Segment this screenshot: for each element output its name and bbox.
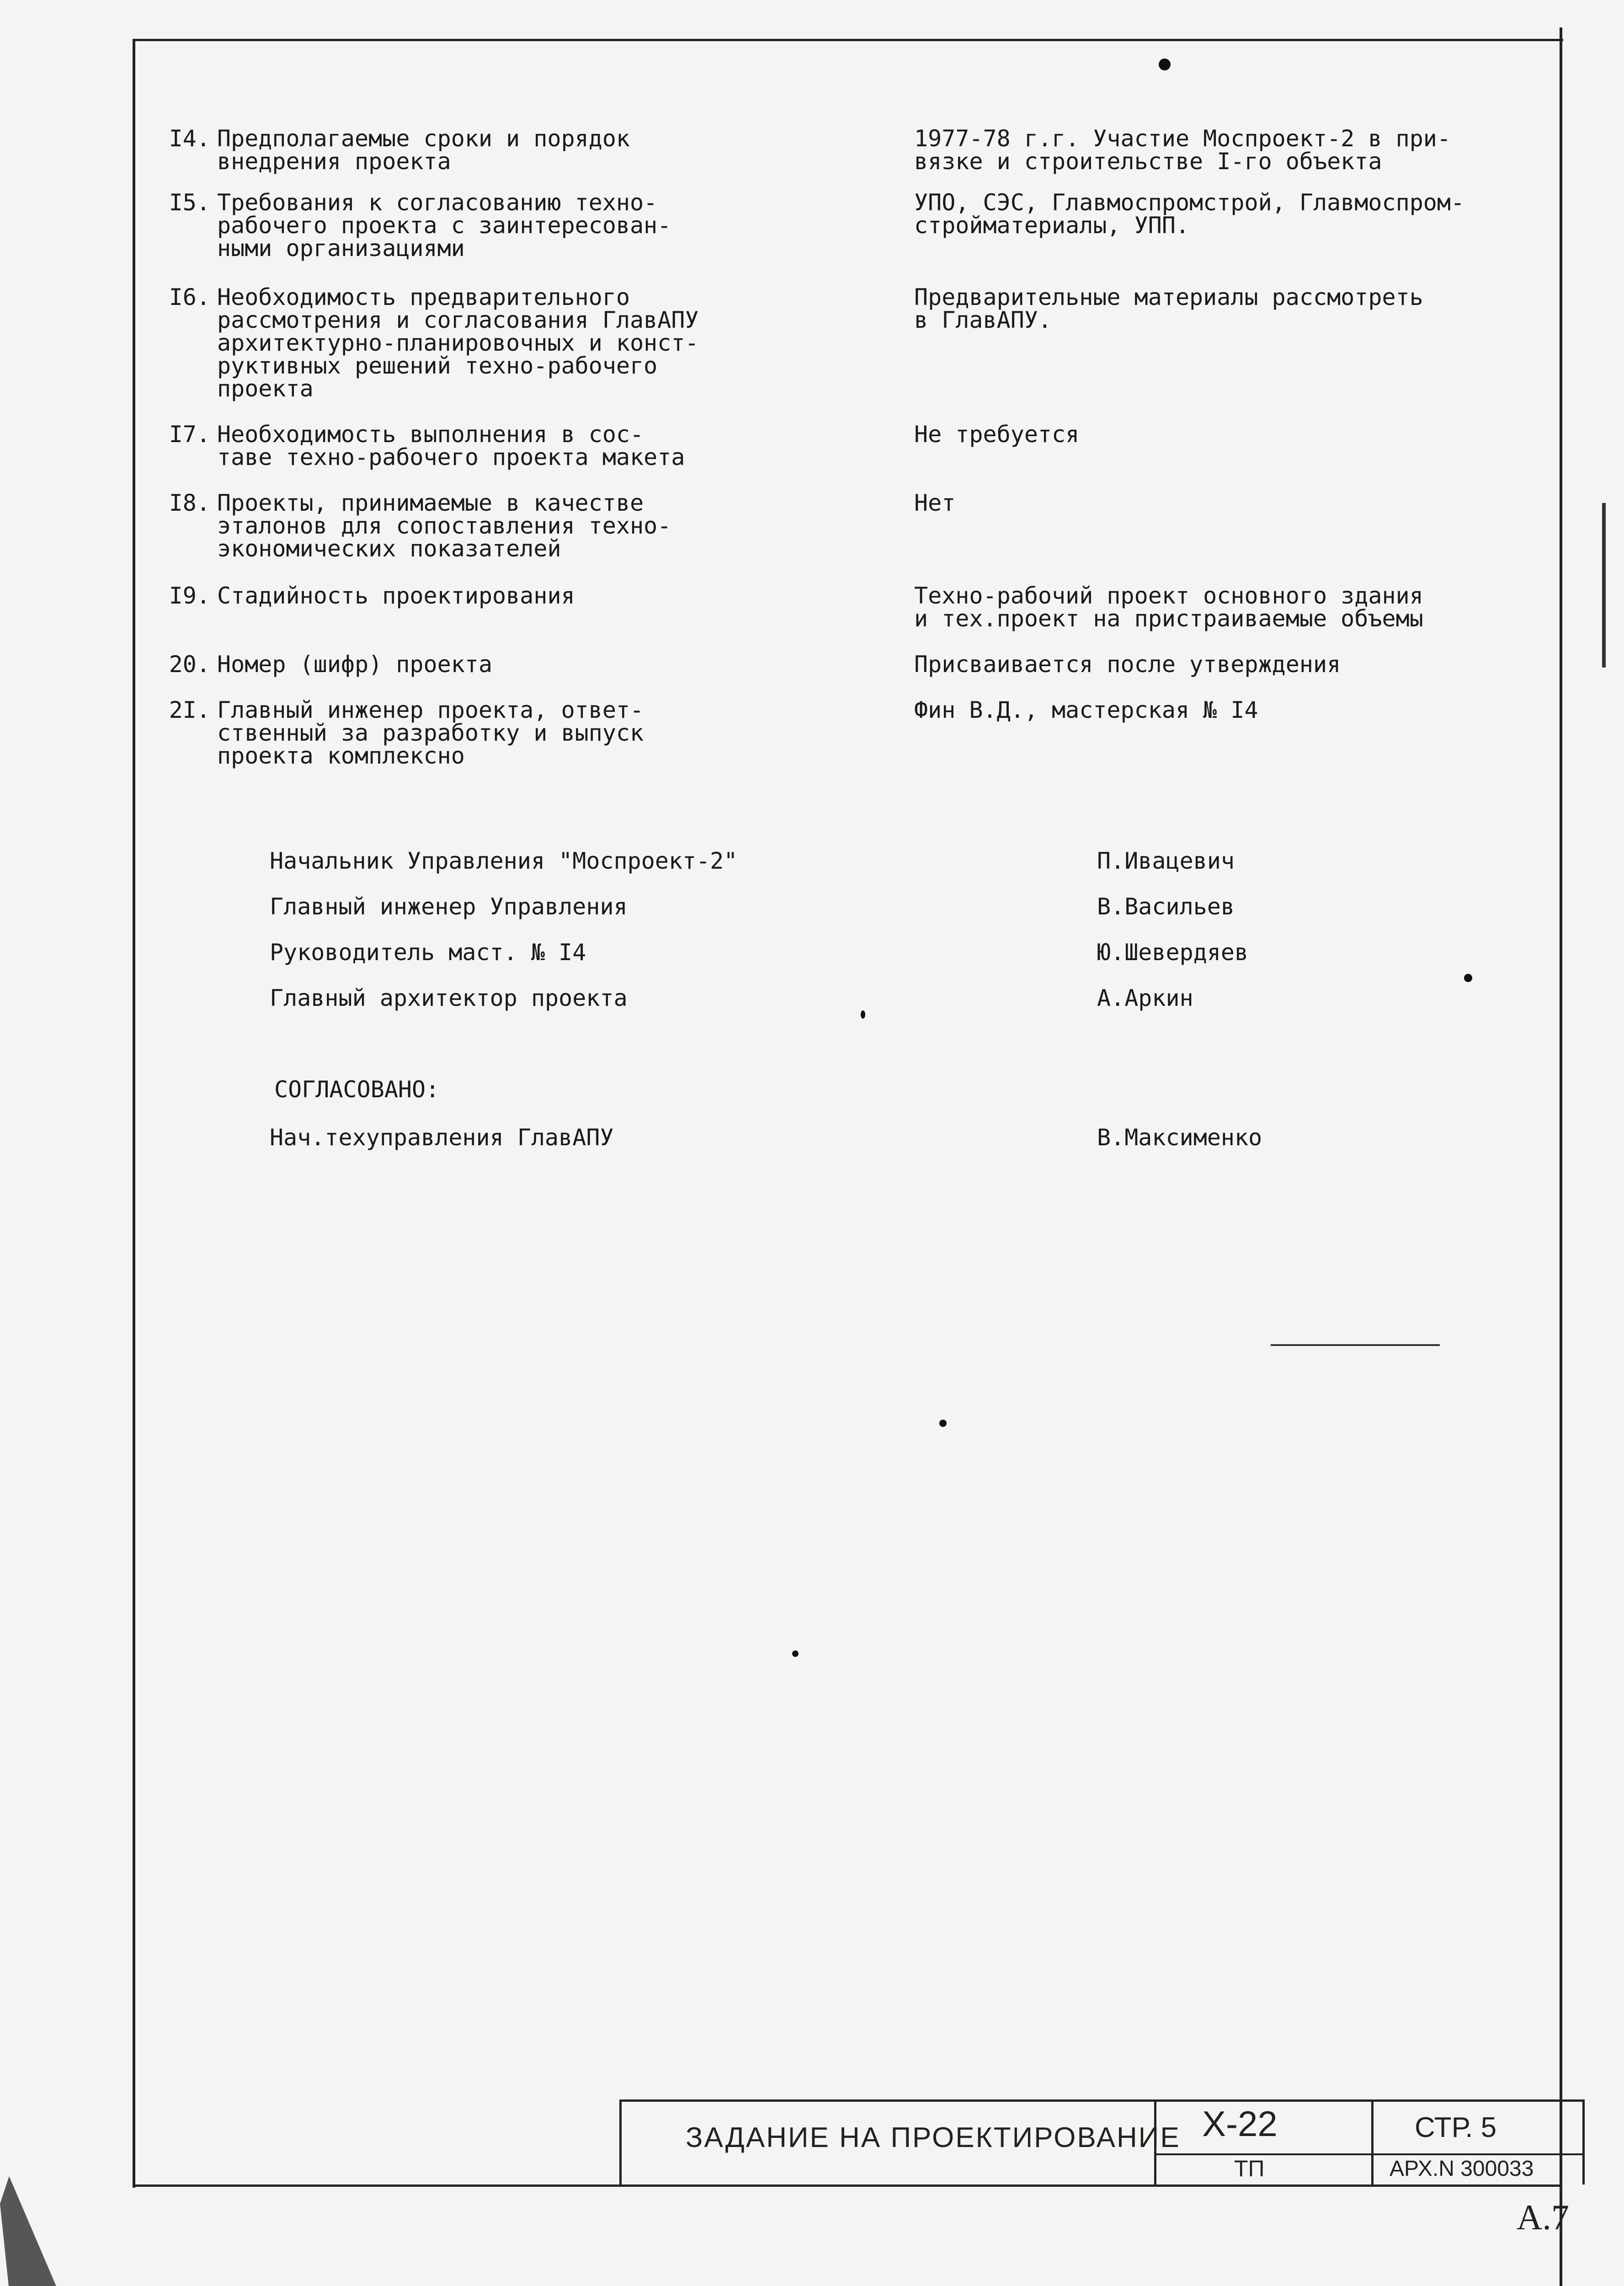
item-answer: Фин В.Д., мастерская № I4 xyxy=(914,697,1258,723)
signature-title: Главный инженер Управления xyxy=(270,893,628,920)
approval-heading: СОГЛАСОВАНО: xyxy=(274,1076,440,1103)
scan-stroke xyxy=(1271,1344,1440,1346)
signature-name: П.Ивацевич xyxy=(1097,848,1235,874)
item-number: I5. xyxy=(169,189,210,216)
item-question: Номер (шифр) проекта xyxy=(217,651,493,678)
approval-name: В.Максименко xyxy=(1097,1124,1262,1151)
item-answer: Техно-рабочий проект основного здания и тех.проект на пристраиваемые объемы xyxy=(914,582,1423,632)
project-code: Х-22 xyxy=(1202,2104,1278,2144)
title-block-left-border xyxy=(619,2099,622,2185)
item-answer: Не требуется xyxy=(914,421,1080,448)
scan-speck xyxy=(861,1010,865,1019)
document-title: ЗАДАНИЕ НА ПРОЕКТИРОВАНИЕ xyxy=(686,2122,1181,2153)
archive-number: АРХ.N 300033 xyxy=(1390,2157,1534,2181)
title-block-row-divider xyxy=(1154,2153,1585,2155)
item-number: I9. xyxy=(169,582,210,609)
item-question: Стадийность проектирования xyxy=(217,582,575,609)
item-number: I8. xyxy=(169,490,210,516)
item-question: Требования к согласованию техно- рабочего проекта с заинтересован- ными организациями xyxy=(217,189,671,262)
item-question: Необходимость выполнения в сос- таве техно-рабочего проекта макета xyxy=(217,421,685,470)
item-answer: Предварительные материалы рассмотреть в ГлавАПУ. xyxy=(914,284,1423,333)
frame-top-border xyxy=(133,39,1563,41)
title-block-divider xyxy=(1371,2099,1374,2185)
frame-bottom-border xyxy=(133,2185,1560,2187)
item-answer: 1977-78 г.г. Участие Моспроект-2 в при- вязке и строительстве I-го объекта xyxy=(914,125,1451,175)
scan-stroke xyxy=(1602,503,1606,668)
signature-title: Начальник Управления "Моспроект-2" xyxy=(270,848,738,874)
signature-title: Руководитель маст. № I4 xyxy=(270,939,586,966)
scan-speck xyxy=(1464,974,1472,982)
signature-name: В.Васильев xyxy=(1097,893,1235,920)
item-number: 2I. xyxy=(169,697,210,723)
page-label: СТР. 5 xyxy=(1415,2112,1497,2143)
frame-right-border xyxy=(1560,27,1562,2286)
corner-mark: А.7 xyxy=(1517,2197,1569,2237)
item-question: Предполагаемые сроки и порядок внедрения проекта xyxy=(217,125,630,175)
scan-speck xyxy=(792,1650,799,1657)
signature-name: А.Аркин xyxy=(1097,985,1193,1011)
item-question: Главный инженер проекта, ответ- ственный за разработку и выпуск проекта комплексно xyxy=(217,697,644,769)
item-answer: Присваивается после утверждения xyxy=(914,651,1341,678)
item-question: Проекты, принимаемые в качестве эталонов для сопоставления техно- экономических показателей xyxy=(217,490,671,562)
signature-name: Ю.Шевердяев xyxy=(1097,939,1249,966)
title-block-right-border xyxy=(1582,2099,1585,2185)
item-number: I6. xyxy=(169,284,210,310)
item-question: Необходимость предварительного рассмотрения и согласования ГлавАПУ архитектурно-планировочных и конст- руктивных решений техно-рабочего проекта xyxy=(217,284,699,402)
title-block-top-border xyxy=(619,2099,1585,2102)
approval-title: Нач.техуправления ГлавАПУ xyxy=(270,1124,614,1151)
item-number: 20. xyxy=(169,651,210,678)
scan-speck xyxy=(939,1420,947,1427)
item-number: I4. xyxy=(169,125,210,152)
item-number: I7. xyxy=(169,421,210,448)
scan-speck xyxy=(1159,59,1171,70)
project-code-sub: ТП xyxy=(1234,2156,1265,2181)
item-answer: УПО, СЭС, Главмоспромстрой, Главмоспром- стройматериалы, УПП. xyxy=(914,189,1465,239)
signature-title: Главный архитектор проекта xyxy=(270,985,628,1011)
item-answer: Нет xyxy=(914,490,956,516)
frame-left-border xyxy=(133,39,135,2188)
corner-scan-shadow xyxy=(0,2149,110,2286)
